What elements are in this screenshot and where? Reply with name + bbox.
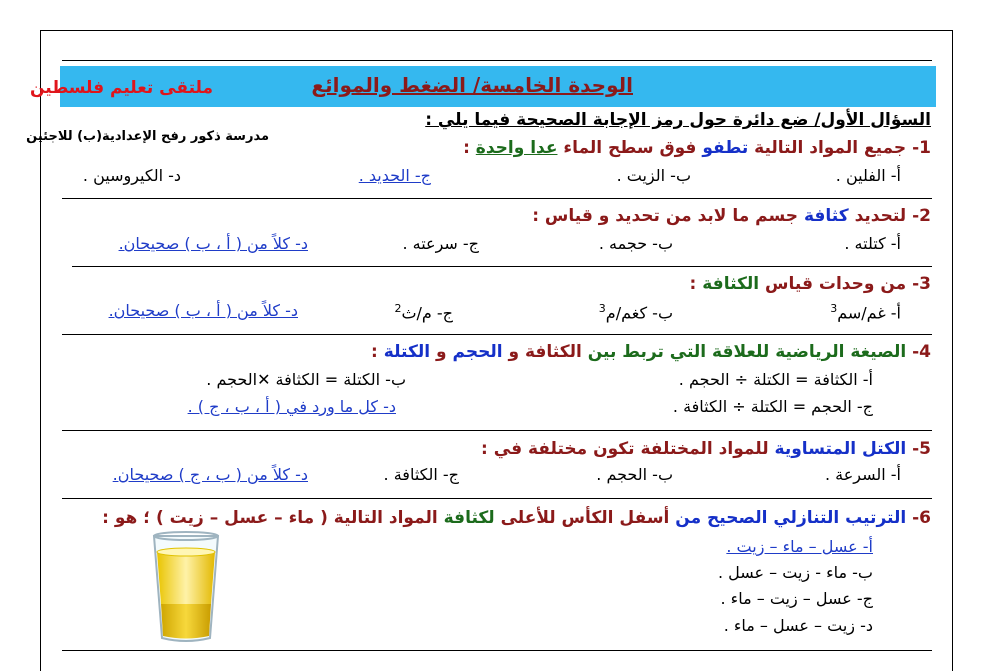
q2-option-b[interactable]: ب- حجمه .	[598, 234, 673, 253]
q1-option-c[interactable]: ج- الحديد .	[358, 166, 431, 185]
forum-name: ملتقى تعليم فلسطين	[29, 78, 213, 98]
question-5: 5- الكتل المتساوية للمواد المختلفة تكون مختلفة في :	[481, 439, 931, 459]
q5-option-c[interactable]: ج- الكثافة .	[383, 465, 459, 484]
q6-option-b[interactable]: ب- ماء - زيت – عسل .	[717, 563, 873, 582]
bottom-divider	[62, 650, 932, 651]
q6-option-a[interactable]: أ- عسل – ماء – زيت .	[726, 537, 873, 556]
q3-option-d[interactable]: د- كلاً من ( أ ، ب ) صحيحان.	[108, 301, 298, 320]
q4-option-c[interactable]: ج- الحجم = الكتلة ÷ الكثافة .	[672, 397, 873, 416]
divider	[62, 198, 932, 199]
q4-option-a[interactable]: أ- الكثافة = الكتلة ÷ الحجم .	[678, 370, 873, 389]
q3-option-b[interactable]: ب- كغم/م$^3$	[598, 302, 673, 323]
question-6: 6- الترتيب التنازلي الصحيح من أسفل الكأس للأعلى لكثافة المواد التالية ( ماء – عسل – زيت ) ؛ هو :	[102, 508, 931, 528]
q1-option-b[interactable]: ب- الزيت .	[616, 166, 691, 185]
q5-option-d[interactable]: د- كلاً من ( ب ، ج ) صحيحان.	[112, 465, 308, 484]
divider	[62, 498, 932, 499]
question-2: 2- لتحديد كثافة جسم ما لابد من تحديد و قياس :	[532, 206, 931, 226]
q2-option-c[interactable]: ج- سرعته .	[402, 234, 479, 253]
divider	[62, 430, 932, 431]
question-1: 1- جميع المواد التالية تطفو فوق سطح الماء عدا واحدة :	[463, 138, 931, 158]
q2-option-a[interactable]: أ- كتلته .	[844, 234, 901, 253]
glass-icon	[150, 528, 222, 644]
q4-option-b[interactable]: ب- الكتلة = الكثافة ✕الحجم .	[206, 370, 406, 389]
instruction: السؤال الأول/ ضع دائرة حول رمز الإجابة الصحيحة فيما يلي :	[425, 110, 931, 130]
q4-option-d[interactable]: د- كل ما ورد في ( أ ، ب ، ج ) .	[187, 397, 396, 416]
q1-option-a[interactable]: أ- الفلين .	[835, 166, 901, 185]
school-name: مدرسة ذكور رفح الإعدادية(ب) للاجئين	[26, 129, 269, 144]
divider	[62, 334, 932, 335]
q2-option-d[interactable]: د- كلاً من ( أ ، ب ) صحيحان.	[118, 234, 308, 253]
q1-option-d[interactable]: د- الكيروسين .	[82, 166, 181, 185]
q3-option-a[interactable]: أ- غم/سم$^3$	[830, 302, 901, 323]
question-4: 4- الصيغة الرياضية للعلاقة التي تربط بين الكثافة و الحجم و الكتلة :	[371, 342, 931, 362]
divider	[72, 266, 932, 267]
unit-title: الوحدة الخامسة/ الضغط والموائع	[311, 73, 633, 97]
q6-option-c[interactable]: ج- عسل – زيت – ماء .	[720, 589, 873, 608]
q6-option-d[interactable]: د- زيت – عسل – ماء .	[723, 616, 873, 635]
q3-option-c[interactable]: ج- م/ث$^2$	[394, 302, 453, 323]
q5-option-a[interactable]: أ- السرعة .	[824, 465, 901, 484]
question-3: 3- من وحدات قياس الكثافة :	[689, 274, 931, 294]
top-divider	[62, 60, 932, 61]
q5-option-b[interactable]: ب- الحجم .	[596, 465, 673, 484]
